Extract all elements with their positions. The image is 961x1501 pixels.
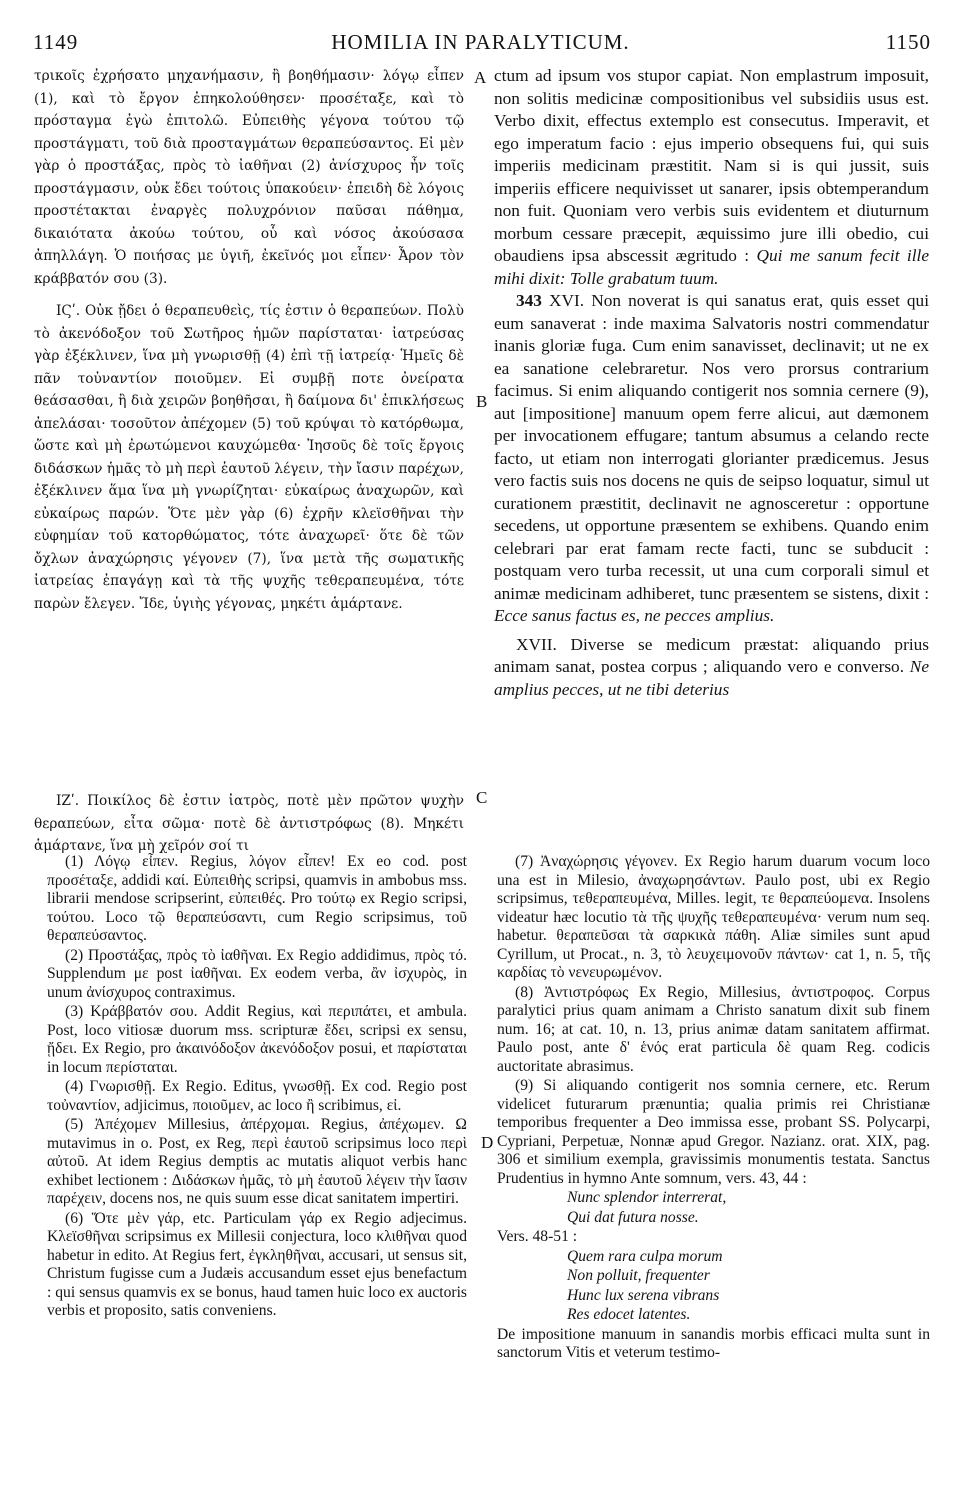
greek-paragraph-2: ΙϚʹ. Οὐκ ᾔδει ὁ θεραπευθεὶς, τίς ἐστιν ὁ θεραπεύων. Πολὺ τὸ ἀκενόδοξον τοῦ Σωτῆρος ἡμῶν παρίσταται· ἰατρεύσας γὰρ ἐξέκλινεν, ἵνα μὴ γνωρισθῇ (4) ἐπὶ τῇ ἰατρείᾳ· Ἡμεῖς δὲ πᾶν τοὐναντίον ποιοῦμεν. Εἰ συμβῇ ποτε ὀνείρατα θεάσασθαι, ἢ διὰ χειρῶν βοηθῆσαι, ἢ δαίμονα δι' ἐπικλήσεως ἀπελάσαι· τοσοῦτον ἀπέχομεν (5) τοῦ κρύψαι τὸ κατόρθωμα, ὥστε καὶ μὴ ἐρωτώμενοι καυχώμεθα· Ἰησοῦς δὲ τοῖς ἔργοις διδάσκων ἡμᾶς τὸ μὴ περὶ ἑαυτοῦ λέγειν, τὴν ἴασιν παρέχων, ἐξέκλινεν ἅμα ἵνα μὴ γνωρίζηται· εὐκαίρως ἀναχωρῶν, καὶ εὐκαίρως παρών. Ὅτε μὲν γὰρ (6) ἐχρῆν κλεϊσθῆναι τὴν εὐφημίαν τοῦ κατορθώματος, τότε ἀναχωρεῖ· ὅτε δὲ τῶν ὄχλων ἀναχώρησις γέγονεν (7), ἵνα μετὰ τῆς σωματικῆς ἰατρείας ἐπαγάγῃ καὶ τὰ τῆς ψυχῆς τεθεραπευμένα, τότε παρὼν ἔλεγεν. Ἴδε, ὑγιὴς γέγονας, μηκέτι ἁμάρτανε. bbox=[34, 303, 464, 612]
margin-letter-b: B bbox=[476, 392, 488, 411]
margin-letter-a: A bbox=[474, 68, 487, 87]
running-title: HOMILIA IN PARALYTICUM. bbox=[331, 30, 630, 54]
greek-column bbox=[34, 65, 464, 615]
footnotes-left bbox=[47, 853, 467, 1322]
verse-line: Res edocet latentes. bbox=[567, 1306, 691, 1323]
closing-text: De impositione manuum in sanandis morbis efficaci multa sunt in sanctorum Vitis et veterum testimo- bbox=[497, 1325, 930, 1361]
verse-line: Hunc lux serena vibrans bbox=[567, 1286, 720, 1304]
verse-reference: Vers. 48-51 : bbox=[497, 1228, 578, 1245]
running-header bbox=[0, 30, 961, 62]
greek-paragraph-3: ΙΖʹ. Ποικίλος δὲ ἐστιν ἰατρὸς, ποτὲ μὲν πρῶτον ψυχὴν θεραπεύων, εἶτα σῶμα· ποτὲ δὲ ἀντιστρόφως (8). Μηκέτι ἁμάρτανε, ἵνα μὴ χεῖρόν σοί τι bbox=[34, 793, 464, 854]
footnote-6: (6) Ὅτε μὲν γάρ, etc. Particulam γάρ ex Regio adjecimus. Κλεϊσθῆναι scripsimus ex Millesii conjectura, loco κλιθῆναι quod habetur in edito. At Regius fert, ἐγκληθῆναι, accusari, ut sensus sit, Christum fugisse cum a Judæis accusandum esset ejus benefactum : qui sensus quamvis ex se bonus, haud tamen huic loco ex auctoris verbis et proposito, satis conveniens. bbox=[47, 1209, 467, 1319]
latin-column bbox=[494, 65, 929, 701]
latin-p2-quote: Ecce sanus factus es, ne pecces amplius. bbox=[494, 606, 775, 625]
margin-letter-c: C bbox=[476, 788, 488, 807]
footnote-9: (9) Si aliquando contigerit nos somnia cernere, etc. Rerum videlicet futurarum prænuntia; qualia primis rei Christianæ temporibus frequenter a Deo immissa esse, probant SS. Polycarpi, Cypriani, Perpetuæ, Nonnæ apud Gregor. Nazianz. orat. XIX, pag. 306 et similium exempla, gravissimis monumentis testata. Sanctus Prudentius in hymno Ante somnum, vers. 43, 44 : bbox=[497, 1077, 930, 1187]
footnote-8: (8) Ἀντιστρόφως Ex Regio, Millesius, ἀντιστροφος. Corpus paralytici prius quam animam a Christo sanatum dixit sub finem num. 16; at cat. 10, n. 13, prius animæ datam sanitatem affirmat. Paulo post, ante δ' ἑνός erat particula δὲ quam Reg. codicis auctoritate abrasimus. bbox=[497, 983, 930, 1075]
latin-paragraph-3 bbox=[494, 634, 929, 702]
page-number-right: 1150 bbox=[885, 30, 931, 54]
greek-paragraph-1: τρικοῖς ἐχρήσατο μηχανήμασιν, ἢ βοηθήμασιν· λόγῳ εἶπεν (1), καὶ τὸ ἔργον ἐπηκολούθησεν· προσέταξε, καὶ τὸ πρόσταγμα ἐγὼ ἐπιτολῶ. Εὐπειθὴς γέγονα τούτου τῷ προστάγματι, τοῦ διὰ προσταγμάτων θεραπεύσαντος. Εἰ μὲν γὰρ ὁ προστάξας, πρὸς τὸ ἰαθῆναι (2) ἀνίσχυρος ἦν τοῖς προστάγμασιν, οὐκ ἔδει τούτοις ὑπακούειν· ἐπειδὴ δὲ λόγοις προστέτακται ἐναργὲς πολυχρόνιον παῦσαι πάθημα, δικαιότατα ἀκούω τούτου, οὗ καὶ νόσος ἀκούσασα ἀπηλλάγη. Ὁ ποιήσας με ὑγιῆ, ἐκεῖνός μοι εἶπεν· Ἆρον τὸν κράββατόν σου (3). bbox=[34, 68, 464, 287]
footnote-1: (1) Λόγῳ εἶπεν. Regius, λόγον εἶπεν! Ex eo cod. post προσέταξε, addidi καί. Εὐπειθὴς scripsi, quamvis in ambobus mss. librarii mendose scripserint, εὐπειθές. Pro τούτῳ ex Regio scripsi, τούτου. Loco τῷ θεραπεύσαντι, cum Regio scripsimus, τοῦ θεραπεύσαντος. bbox=[47, 853, 467, 944]
page-number-left: 1149 bbox=[33, 30, 79, 54]
margin-letter-d: D bbox=[481, 1133, 494, 1152]
latin-paragraph-2 bbox=[494, 290, 929, 628]
latin-p3-text: XVII. Diverse se medicum præstat: aliquando prius animam sanat, postea corpus ; aliquando vero e converso. bbox=[494, 634, 929, 676]
latin-p3-quote: Ne amplius pecces, ut ne tibi deterius bbox=[494, 657, 929, 699]
footnote-4: (4) Γνωρισθῇ. Ex Regio. Editus, γνωσθῇ. Ex cod. Regio post τοὐναντίον, adjicimus, ποιοῦμεν, ac loco ἢ scribimus, εἰ. bbox=[47, 1078, 467, 1114]
latin-paragraph-1 bbox=[494, 65, 929, 290]
footnote-3: (3) Κράββατόν σου. Addit Regius, καὶ περιπάτει, et ambula. Post, loco vitiosæ duorum mss. scripturæ ἔδει, scripsi ex sensu, ᾔδει. Ex Regio, pro ἀκαινόδοξον ἀκενόδοξον posui, et παρίσταται in locum περίσταται. bbox=[47, 1003, 467, 1076]
footnote-7: (7) Ἀναχώρησις γέγονεν. Ex Regio harum duarum vocum loco una est in Milesio, ἀναχωρησάντων. Paulo post, ubi ex Regio scripsimus, τεθεραπευμένα, Milles. legit, τε θεραπεύομενα. Insolens videatur hæc locutio τὰ τῆς ψυχῆς τεθεραπευμένα· verum num seq. habetur. θεραπεῦσαι τὰ σαρκικὰ πάθη. Aliæ similes sunt apud Cyrillum, ut Procat., n. 3, τὸ λευχειμονοῦν πάντων· cat 1, n. 5, τῆς καρδίας τὸ νενευρωμένον. bbox=[497, 853, 930, 981]
footnotes-right bbox=[497, 853, 930, 1364]
section-marker: 343 bbox=[516, 291, 542, 310]
latin-p2-text: XVI. Non noverat is qui sanatus erat, quis esset qui eum sanaverat : inde maxima Salvatoris nostri commendatur inanis gloriæ fuga. Cum enim sanavisset, declinavit; ut ne ex ea sanatione celebraretur. Nos vero prorsus contrarium facimus. Si enim aliquando contigerit nos somnia cernere (9), aut [impositione] manuum opem ferre alicui, aut dæmonem per invocationem effugare; tantum absumus a celando recte facto, ut etiam non interrogati glorianter prædicemus. Jesus vero factis suis nos docens ne quis de seipso loquatur, simul ut curationem præstitit, declinavit ne agnosceretur : opportune secedens, ut opportune præsentem se exhibens. Quando enim celebrari par erat famam recte facti, tunc se subducit : postquam vero turba recessit, ut una cum corporali simul et animæ medicinam adhiberet, tunc præsentem se sistens, dixit : bbox=[494, 291, 929, 603]
footnote-2: (2) Προστάξας, πρὸς τὸ ἰαθῆναι. Ex Regio addidimus, πρὸς τό. Supplendum με post ἰαθῆναι. Ex eodem verba, ἂν ἰσχυρὸς, in unum ἀνίσχυρος contraximus. bbox=[47, 946, 467, 1001]
latin-p1-quote: Qui me sanum fecit ille mihi dixit: Tolle grabatum tuum. bbox=[494, 246, 929, 288]
verse-line: Quem rara culpa morum bbox=[567, 1247, 723, 1265]
verse-line: Non polluit, frequenter bbox=[567, 1267, 710, 1284]
latin-p1-text: ctum ad ipsum vos stupor capiat. Non emplastrum imposuit, non solitis medicinæ compositionibus vel subsidiis usus est. Verbo dixit, effectus extemplo est consecutus. Imperavit, et ego imperatum facio : ejus imperio obsequens fui, qui suis imperiis medicinam præstitit. Nam si is qui jussit, suis imperiis efficere nequivisset ut sanarer, ipsis obtemperandum non fuit. Quoniam vero verbis suis evidentem et diuturnum morbum cessare præcepit, æquissimo jure illi obedio, cui obaudiens ipsa abscessit ægritudo : bbox=[494, 66, 929, 265]
verse-line: Nunc splendor interrerat, bbox=[567, 1189, 727, 1206]
footnote-5: (5) Ἀπέχομεν Millesius, ἀπέρχομαι. Regius, ἀπέχωμεν. Ω mutavimus in ο. Post, ex Reg, περὶ ἑαυτοῦ scripsimus loco περὶ αὐτοῦ. At idem Regius demptis ac mutatis aliquot verbis hanc exhibet lectionem : Διδάσκων ἡμᾶς, τὸ μὴ ἑαυτοῦ λέγειν τὴν ἴασιν παρέχειν, docens nos, ne quis suum esse dicat sanitatem impertiri. bbox=[47, 1116, 467, 1207]
greek-column-end bbox=[34, 790, 464, 858]
verse-line: Qui dat futura nosse. bbox=[567, 1208, 699, 1226]
